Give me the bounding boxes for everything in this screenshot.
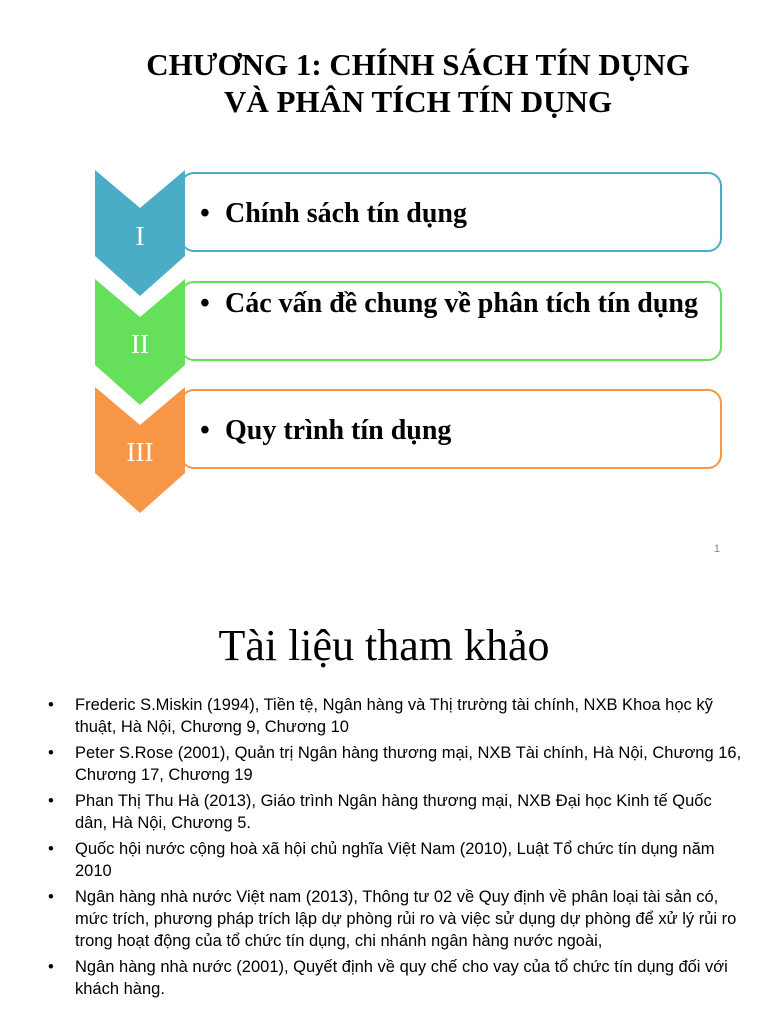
- item-text-3-content: Quy trình tín dụng: [225, 415, 452, 446]
- item-text-1-content: Chính sách tín dụng: [225, 198, 468, 229]
- item-text-2: [200, 286, 710, 321]
- reference-item: [48, 742, 748, 786]
- chevron-1-label: I: [135, 221, 145, 251]
- reference-item: [48, 790, 748, 834]
- slide-title-line-2: VÀ PHÂN TÍCH TÍN DỤNG: [223, 84, 613, 119]
- reference-text: Frederic S.Miskin (1994), Tiền tệ, Ngân hàng và Thị trường tài chính, NXB Khoa học kỹ thuật, Hà Nội, Chương 9, Chương 10: [75, 696, 713, 736]
- bullet: •: [48, 696, 54, 714]
- references-title: Tài liệu tham khảo: [218, 621, 550, 670]
- bullet: •: [200, 288, 210, 319]
- reference-item: [48, 694, 748, 738]
- slide-title-line-1: CHƯƠNG 1: CHÍNH SÁCH TÍN DỤNG: [146, 47, 690, 82]
- item-text-1: [200, 196, 710, 231]
- chevron-3-label: III: [126, 437, 154, 467]
- reference-text: Phan Thị Thu Hà (2013), Giáo trình Ngân hàng thương mại, NXB Đại học Kinh tế Quốc dân, Hà Nội, Chương 5.: [75, 792, 712, 832]
- bullet: •: [48, 840, 54, 858]
- bullet: •: [48, 792, 54, 810]
- bullet: •: [48, 744, 54, 762]
- item-text-3: [200, 413, 710, 448]
- page-number: 1: [713, 543, 720, 555]
- reference-text: Quốc hội nước cộng hoà xã hội chủ nghĩa Việt Nam (2010), Luật Tổ chức tín dụng năm 2010: [75, 840, 715, 880]
- bullet: •: [48, 888, 54, 906]
- reference-item: [48, 956, 748, 1000]
- slide-references: [0, 576, 768, 1024]
- reference-item: [48, 838, 748, 882]
- reference-text: Ngân hàng nhà nước (2001), Quyết định về quy chế cho vay của tổ chức tín dụng đối với khách hàng.: [75, 958, 728, 998]
- chevron-2-label: II: [131, 329, 149, 359]
- bullet: •: [200, 415, 210, 446]
- item-text-2-content: Các vấn đề chung về phân tích tín dụng: [225, 288, 699, 319]
- bullet: •: [48, 958, 54, 976]
- reference-text: Ngân hàng nhà nước Việt nam (2013), Thông tư 02 về Quy định về phân loại tài sản có, mức trích, phương pháp trích lập dự phòng rủi ro và việc sử dụng dự phòng để xử lý rủi ro trong hoạt động của tổ chức tín dụng, chi nhánh ngân hàng nước ngoài,: [75, 888, 737, 950]
- reference-text: Peter S.Rose (2001), Quản trị Ngân hàng thương mại, NXB Tài chính, Hà Nội, Chương 16, Chương 17, Chương 19: [75, 744, 742, 784]
- bullet: •: [200, 198, 210, 229]
- references-list: [48, 694, 748, 1004]
- slide-title: [60, 46, 776, 120]
- reference-item: [48, 886, 748, 952]
